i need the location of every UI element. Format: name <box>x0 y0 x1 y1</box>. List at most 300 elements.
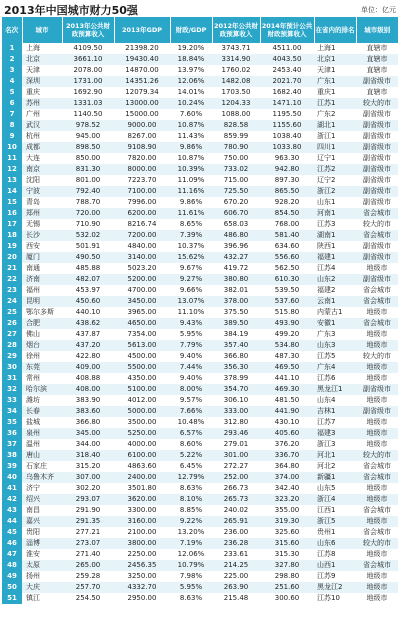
city-level-cell: 副省级市 <box>356 153 398 164</box>
revenue-2014-cell: 562.50 <box>260 263 314 274</box>
page-title: 2013年中国城市财力50强 <box>4 4 138 17</box>
rank-cell: 20 <box>2 252 22 263</box>
rank-cell: 26 <box>2 318 22 329</box>
revenue-2013-cell: 1331.03 <box>62 98 114 109</box>
province-rank-cell: 江苏6 <box>314 373 356 384</box>
ratio-cell: 15.62% <box>170 252 212 263</box>
city-level-cell: 地级市 <box>356 494 398 505</box>
revenue-2012-cell: 357.40 <box>212 340 260 351</box>
table-row <box>2 131 398 142</box>
revenue-2012-cell: 265.91 <box>212 516 260 527</box>
province-rank-cell: 天津1 <box>314 65 356 76</box>
revenue-2012-cell: 263.90 <box>212 582 260 593</box>
province-rank-cell: 黑龙江1 <box>314 384 356 395</box>
gdp-2013-cell: 12079.34 <box>114 87 170 98</box>
ratio-cell: 7.66% <box>170 406 212 417</box>
city-cell: 北京 <box>22 54 62 65</box>
table-row <box>2 373 398 384</box>
gdp-2013-cell: 3965.00 <box>114 307 170 318</box>
table-row <box>2 87 398 98</box>
ratio-cell: 8.63% <box>170 483 212 494</box>
rank-cell: 51 <box>2 593 22 604</box>
province-rank-cell: 江苏5 <box>314 351 356 362</box>
rank-cell: 31 <box>2 373 22 384</box>
city-cell: 石家庄 <box>22 461 62 472</box>
revenue-2012-cell: 658.03 <box>212 219 260 230</box>
city-cell: 济南 <box>22 274 62 285</box>
revenue-2012-cell: 215.48 <box>212 593 260 604</box>
province-rank-cell: 江苏2 <box>314 164 356 175</box>
city-cell: 长春 <box>22 406 62 417</box>
city-level-cell: 较大的市 <box>356 450 398 461</box>
province-rank-cell: 福建3 <box>314 428 356 439</box>
province-rank-cell: 吉林1 <box>314 406 356 417</box>
gdp-2013-cell: 2100.00 <box>114 527 170 538</box>
revenue-2014-cell: 315.60 <box>260 538 314 549</box>
city-cell: 广州 <box>22 109 62 120</box>
table-row <box>2 307 398 318</box>
province-rank-cell: 浙江4 <box>314 494 356 505</box>
revenue-2012-cell: 419.72 <box>212 263 260 274</box>
rank-cell: 25 <box>2 307 22 318</box>
table-row <box>2 98 398 109</box>
ratio-cell: 13.97% <box>170 65 212 76</box>
gdp-2013-cell: 21398.20 <box>114 43 170 54</box>
revenue-2014-cell: 768.00 <box>260 219 314 230</box>
revenue-2014-cell: 405.60 <box>260 428 314 439</box>
province-rank-cell: 北京1 <box>314 54 356 65</box>
city-cell: 哈尔滨 <box>22 384 62 395</box>
table-row <box>2 571 398 582</box>
rank-cell: 15 <box>2 197 22 208</box>
revenue-2013-cell: 532.02 <box>62 230 114 241</box>
province-rank-cell: 辽宁1 <box>314 153 356 164</box>
gdp-2013-cell: 6200.00 <box>114 208 170 219</box>
revenue-2012-cell: 486.80 <box>212 230 260 241</box>
revenue-2012-cell: 354.70 <box>212 384 260 395</box>
rank-cell: 35 <box>2 417 22 428</box>
ratio-cell: 9.86% <box>170 142 212 153</box>
revenue-2014-cell: 327.80 <box>260 560 314 571</box>
revenue-2012-cell: 382.01 <box>212 285 260 296</box>
revenue-2014-cell: 469.50 <box>260 362 314 373</box>
header-revenue-2013: 2013年公共财政预算收入 <box>62 17 114 43</box>
revenue-2014-cell: 534.80 <box>260 340 314 351</box>
revenue-2014-cell: 963.30 <box>260 153 314 164</box>
ratio-cell: 12.79% <box>170 472 212 483</box>
ratio-cell: 10.48% <box>170 417 212 428</box>
city-level-cell: 省会城市 <box>356 318 398 329</box>
gdp-2013-cell: 8216.74 <box>114 219 170 230</box>
ratio-cell: 12.06% <box>170 76 212 87</box>
city-level-cell: 地级市 <box>356 307 398 318</box>
city-level-cell: 省会城市 <box>356 208 398 219</box>
province-rank-cell: 山东1 <box>314 197 356 208</box>
city-cell: 唐山 <box>22 450 62 461</box>
table-row <box>2 395 398 406</box>
city-level-cell: 省会城市 <box>356 461 398 472</box>
city-cell: 淮安 <box>22 549 62 560</box>
city-cell: 厦门 <box>22 252 62 263</box>
gdp-2013-cell: 7354.00 <box>114 329 170 340</box>
table-row <box>2 197 398 208</box>
table-row <box>2 516 398 527</box>
province-rank-cell: 山东4 <box>314 395 356 406</box>
revenue-2014-cell: 537.60 <box>260 296 314 307</box>
city-cell: 常州 <box>22 373 62 384</box>
gdp-2013-cell: 2456.35 <box>114 560 170 571</box>
city-cell: 福州 <box>22 285 62 296</box>
gdp-2013-cell: 3140.00 <box>114 252 170 263</box>
revenue-2012-cell: 225.00 <box>212 571 260 582</box>
table-row <box>2 472 398 483</box>
table-row <box>2 483 398 494</box>
revenue-2013-cell: 307.00 <box>62 472 114 483</box>
city-level-cell: 直辖市 <box>356 87 398 98</box>
revenue-2013-cell: 720.00 <box>62 208 114 219</box>
rank-cell: 19 <box>2 241 22 252</box>
ratio-cell: 9.86% <box>170 197 212 208</box>
ratio-cell: 13.20% <box>170 527 212 538</box>
revenue-2013-cell: 1731.00 <box>62 76 114 87</box>
revenue-2013-cell: 485.88 <box>62 263 114 274</box>
revenue-2012-cell: 356.30 <box>212 362 260 373</box>
rank-cell: 43 <box>2 505 22 516</box>
ratio-cell: 18.84% <box>170 54 212 65</box>
province-rank-cell: 新疆1 <box>314 472 356 483</box>
city-level-cell: 较大的市 <box>356 98 398 109</box>
province-rank-cell: 江苏1 <box>314 98 356 109</box>
revenue-2014-cell: 2021.70 <box>260 76 314 87</box>
rank-cell: 38 <box>2 450 22 461</box>
gdp-2013-cell: 4350.00 <box>114 373 170 384</box>
rank-cell: 6 <box>2 98 22 109</box>
gdp-2013-cell: 5023.20 <box>114 263 170 274</box>
city-level-cell: 省会城市 <box>356 230 398 241</box>
revenue-2013-cell: 490.50 <box>62 252 114 263</box>
revenue-2013-cell: 273.07 <box>62 538 114 549</box>
revenue-2014-cell: 1038.40 <box>260 131 314 142</box>
revenue-2012-cell: 301.00 <box>212 450 260 461</box>
gdp-2013-cell: 2400.00 <box>114 472 170 483</box>
revenue-2013-cell: 277.21 <box>62 527 114 538</box>
table-row <box>2 109 398 120</box>
ratio-cell: 7.60% <box>170 109 212 120</box>
gdp-2013-cell: 7223.70 <box>114 175 170 186</box>
revenue-2013-cell: 318.40 <box>62 450 114 461</box>
revenue-2014-cell: 430.10 <box>260 417 314 428</box>
city-level-cell: 省会城市 <box>356 472 398 483</box>
revenue-2012-cell: 750.00 <box>212 153 260 164</box>
revenue-2014-cell: 499.20 <box>260 329 314 340</box>
ratio-cell: 9.40% <box>170 373 212 384</box>
ratio-cell: 8.65% <box>170 219 212 230</box>
revenue-2013-cell: 978.52 <box>62 120 114 131</box>
gdp-2013-cell: 8267.00 <box>114 131 170 142</box>
city-level-cell: 副省级市 <box>356 252 398 263</box>
ratio-cell: 10.87% <box>170 120 212 131</box>
province-rank-cell: 浙江2 <box>314 186 356 197</box>
city-level-cell: 副省级市 <box>356 131 398 142</box>
revenue-2012-cell: 380.80 <box>212 274 260 285</box>
province-rank-cell: 河北1 <box>314 450 356 461</box>
revenue-2013-cell: 271.40 <box>62 549 114 560</box>
province-rank-cell: 陕西1 <box>314 241 356 252</box>
gdp-2013-cell: 3160.00 <box>114 516 170 527</box>
revenue-2014-cell: 515.80 <box>260 307 314 318</box>
revenue-2012-cell: 333.00 <box>212 406 260 417</box>
revenue-2013-cell: 1140.50 <box>62 109 114 120</box>
city-level-cell: 地级市 <box>356 549 398 560</box>
rank-cell: 2 <box>2 54 22 65</box>
rank-cell: 34 <box>2 406 22 417</box>
gdp-2013-cell: 2950.00 <box>114 593 170 604</box>
revenue-2014-cell: 556.60 <box>260 252 314 263</box>
rank-cell: 48 <box>2 560 22 571</box>
rank-cell: 12 <box>2 164 22 175</box>
city-level-cell: 地级市 <box>356 571 398 582</box>
city-cell: 大连 <box>22 153 62 164</box>
revenue-2013-cell: 788.70 <box>62 197 114 208</box>
city-level-cell: 省会城市 <box>356 560 398 571</box>
city-cell: 无锡 <box>22 219 62 230</box>
city-level-cell: 省会城市 <box>356 505 398 516</box>
province-rank-cell: 辽宁2 <box>314 175 356 186</box>
city-level-cell: 直辖市 <box>356 43 398 54</box>
table-row <box>2 417 398 428</box>
ratio-cell: 11.10% <box>170 307 212 318</box>
province-rank-cell: 云南1 <box>314 296 356 307</box>
table-row <box>2 494 398 505</box>
revenue-2012-cell: 670.20 <box>212 197 260 208</box>
gdp-2013-cell: 5250.00 <box>114 428 170 439</box>
revenue-2013-cell: 801.00 <box>62 175 114 186</box>
city-cell: 绍兴 <box>22 494 62 505</box>
city-cell: 大庆 <box>22 582 62 593</box>
rank-cell: 45 <box>2 527 22 538</box>
city-cell: 杭州 <box>22 131 62 142</box>
gdp-2013-cell: 4840.00 <box>114 241 170 252</box>
rank-cell: 42 <box>2 494 22 505</box>
city-level-cell: 地级市 <box>356 329 398 340</box>
rank-cell: 10 <box>2 142 22 153</box>
revenue-2012-cell: 1088.00 <box>212 109 260 120</box>
revenue-2014-cell: 319.30 <box>260 516 314 527</box>
province-rank-cell: 湖南1 <box>314 230 356 241</box>
revenue-2012-cell: 733.02 <box>212 164 260 175</box>
table-row <box>2 186 398 197</box>
revenue-2013-cell: 408.00 <box>62 384 114 395</box>
province-rank-cell: 山东3 <box>314 340 356 351</box>
rank-cell: 46 <box>2 538 22 549</box>
revenue-2013-cell: 438.62 <box>62 318 114 329</box>
ratio-cell: 11.16% <box>170 186 212 197</box>
revenue-2013-cell: 945.00 <box>62 131 114 142</box>
table-row <box>2 384 398 395</box>
gdp-2013-cell: 19430.40 <box>114 54 170 65</box>
revenue-2012-cell: 312.80 <box>212 417 260 428</box>
city-level-cell: 省会城市 <box>356 527 398 538</box>
revenue-2012-cell: 1760.02 <box>212 65 260 76</box>
province-rank-cell: 江苏7 <box>314 417 356 428</box>
revenue-2012-cell: 828.58 <box>212 120 260 131</box>
revenue-2014-cell: 1682.40 <box>260 87 314 98</box>
city-cell: 盐城 <box>22 417 62 428</box>
revenue-2012-cell: 375.50 <box>212 307 260 318</box>
table-row <box>2 428 398 439</box>
gdp-2013-cell: 4500.00 <box>114 351 170 362</box>
rank-cell: 22 <box>2 274 22 285</box>
revenue-2012-cell: 236.00 <box>212 527 260 538</box>
city-level-cell: 副省级市 <box>356 142 398 153</box>
revenue-2013-cell: 4109.50 <box>62 43 114 54</box>
ratio-cell: 11.09% <box>170 175 212 186</box>
city-cell: 镇江 <box>22 593 62 604</box>
revenue-2014-cell: 493.90 <box>260 318 314 329</box>
ratio-cell: 9.40% <box>170 351 212 362</box>
revenue-2012-cell: 1482.08 <box>212 76 260 87</box>
ratio-cell: 10.79% <box>170 560 212 571</box>
city-cell: 西安 <box>22 241 62 252</box>
ratio-cell: 5.95% <box>170 582 212 593</box>
revenue-2013-cell: 1692.90 <box>62 87 114 98</box>
header-revenue-2014-est: 2014年预计公共财政预算收入 <box>260 17 314 43</box>
revenue-2014-cell: 634.60 <box>260 241 314 252</box>
gdp-2013-cell: 7820.00 <box>114 153 170 164</box>
revenue-2014-cell: 336.70 <box>260 450 314 461</box>
revenue-2013-cell: 291.35 <box>62 516 114 527</box>
revenue-2014-cell: 300.60 <box>260 593 314 604</box>
city-cell: 佛山 <box>22 329 62 340</box>
ratio-cell: 7.79% <box>170 340 212 351</box>
city-cell: 昆明 <box>22 296 62 307</box>
ratio-cell: 8.00% <box>170 384 212 395</box>
revenue-2014-cell: 469.30 <box>260 384 314 395</box>
table-row <box>2 142 398 153</box>
province-rank-cell: 山东5 <box>314 483 356 494</box>
revenue-2014-cell: 376.20 <box>260 439 314 450</box>
rank-cell: 4 <box>2 76 22 87</box>
revenue-2012-cell: 725.50 <box>212 186 260 197</box>
revenue-2014-cell: 441.90 <box>260 406 314 417</box>
table-row <box>2 351 398 362</box>
gdp-2013-cell: 4332.70 <box>114 582 170 593</box>
city-cell: 鄂尔多斯 <box>22 307 62 318</box>
revenue-2014-cell: 298.80 <box>260 571 314 582</box>
revenue-2014-cell: 481.50 <box>260 395 314 406</box>
gdp-2013-cell: 3500.00 <box>114 417 170 428</box>
gdp-2013-cell: 15000.00 <box>114 109 170 120</box>
revenue-2012-cell: 272.27 <box>212 461 260 472</box>
revenue-2014-cell: 364.80 <box>260 461 314 472</box>
table-row <box>2 164 398 175</box>
province-rank-cell: 贵州1 <box>314 527 356 538</box>
header-revenue-2012: 2012年公共财政预算收入 <box>212 17 260 43</box>
rank-cell: 27 <box>2 329 22 340</box>
revenue-2014-cell: 1471.10 <box>260 98 314 109</box>
city-cell: 贵阳 <box>22 527 62 538</box>
table-row <box>2 76 398 87</box>
city-cell: 嘉兴 <box>22 516 62 527</box>
city-level-cell: 副省级市 <box>356 197 398 208</box>
city-cell: 长沙 <box>22 230 62 241</box>
city-cell: 潍坊 <box>22 395 62 406</box>
revenue-2014-cell: 4511.00 <box>260 43 314 54</box>
gdp-2013-cell: 3501.80 <box>114 483 170 494</box>
table-row <box>2 65 398 76</box>
revenue-2014-cell: 865.50 <box>260 186 314 197</box>
revenue-2014-cell: 323.20 <box>260 494 314 505</box>
revenue-2013-cell: 293.07 <box>62 494 114 505</box>
province-rank-cell: 广东3 <box>314 329 356 340</box>
gdp-2013-cell: 14870.00 <box>114 65 170 76</box>
table-row <box>2 285 398 296</box>
revenue-2012-cell: 432.27 <box>212 252 260 263</box>
revenue-2013-cell: 450.60 <box>62 296 114 307</box>
ratio-cell: 7.19% <box>170 538 212 549</box>
rank-cell: 9 <box>2 131 22 142</box>
gdp-2013-cell: 7100.00 <box>114 186 170 197</box>
rank-cell: 17 <box>2 219 22 230</box>
gdp-2013-cell: 4000.00 <box>114 439 170 450</box>
city-cell: 徐州 <box>22 351 62 362</box>
gdp-2013-cell: 5613.00 <box>114 340 170 351</box>
revenue-2012-cell: 1703.50 <box>212 87 260 98</box>
province-rank-cell: 江苏4 <box>314 263 356 274</box>
province-rank-cell: 江苏9 <box>314 571 356 582</box>
ratio-cell: 6.45% <box>170 461 212 472</box>
header-city: 城市 <box>22 17 62 43</box>
city-cell: 南昌 <box>22 505 62 516</box>
province-rank-cell: 江苏3 <box>314 219 356 230</box>
province-rank-cell: 河南1 <box>314 208 356 219</box>
revenue-2013-cell: 383.60 <box>62 406 114 417</box>
rank-cell: 41 <box>2 483 22 494</box>
revenue-2013-cell: 831.30 <box>62 164 114 175</box>
rank-cell: 23 <box>2 285 22 296</box>
table-row <box>2 461 398 472</box>
gdp-2013-cell: 3620.00 <box>114 494 170 505</box>
table-row <box>2 582 398 593</box>
revenue-2013-cell: 291.90 <box>62 505 114 516</box>
rank-cell: 44 <box>2 516 22 527</box>
city-level-cell: 地级市 <box>356 483 398 494</box>
table-row <box>2 362 398 373</box>
table-row <box>2 175 398 186</box>
rank-cell: 3 <box>2 65 22 76</box>
gdp-2013-cell: 4700.00 <box>114 285 170 296</box>
rank-cell: 1 <box>2 43 22 54</box>
revenue-2014-cell: 610.30 <box>260 274 314 285</box>
revenue-2013-cell: 898.50 <box>62 142 114 153</box>
revenue-2012-cell: 3314.90 <box>212 54 260 65</box>
city-cell: 温州 <box>22 439 62 450</box>
revenue-2013-cell: 710.90 <box>62 219 114 230</box>
header-gdp-2013: 2013年GDP <box>114 17 170 43</box>
revenue-2013-cell: 501.91 <box>62 241 114 252</box>
rank-cell: 28 <box>2 340 22 351</box>
city-level-cell: 地级市 <box>356 373 398 384</box>
revenue-2013-cell: 482.07 <box>62 274 114 285</box>
province-rank-cell: 浙江1 <box>314 131 356 142</box>
unit-label: 单位：亿元 <box>361 6 396 14</box>
table-row <box>2 406 398 417</box>
rank-cell: 29 <box>2 351 22 362</box>
province-rank-cell: 河北2 <box>314 461 356 472</box>
city-cell: 东莞 <box>22 362 62 373</box>
ratio-cell: 9.67% <box>170 263 212 274</box>
revenue-2013-cell: 265.00 <box>62 560 114 571</box>
